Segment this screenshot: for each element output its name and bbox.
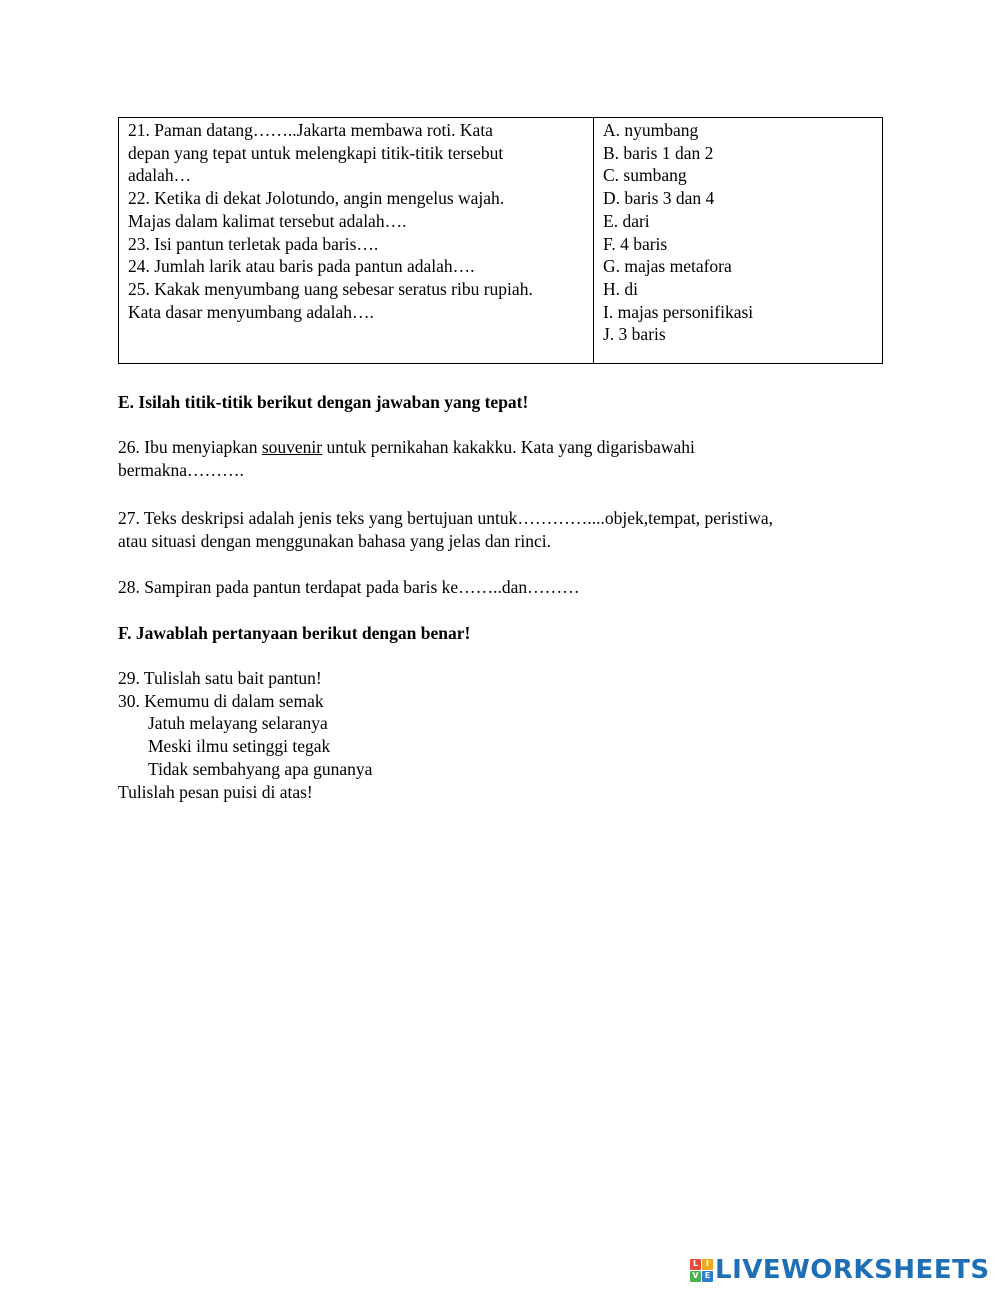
- question-27-line-1: 27. Teks deskripsi adalah jenis teks yang bertujuan untuk…………....objek,tempat, peristiwa,: [118, 508, 774, 528]
- question-line: Kata dasar menyumbang adalah….: [128, 301, 374, 322]
- question-line: 25. Kakak menyumbang uang sebesar seratus ribu rupiah.: [128, 278, 533, 299]
- question-30-instruction: Tulislah pesan puisi di atas!: [118, 781, 313, 802]
- poem-line: Jatuh melayang selaranya: [148, 713, 328, 734]
- answer-option: H. di: [603, 278, 638, 299]
- question-line: 23. Isi pantun terletak pada baris….: [128, 233, 379, 254]
- answer-option: E. dari: [603, 210, 650, 231]
- answer-option: G. majas metafora: [603, 256, 732, 277]
- question-27-line-2: atau situasi dengan menggunakan bahasa yang jelas dan rinci.: [118, 530, 551, 551]
- answer-option: A. nyumbang: [603, 120, 699, 140]
- section-f-questions: [118, 667, 888, 803]
- question-26-line-1: [118, 436, 888, 459]
- question-26-text-start: 26. Ibu menyiapkan: [118, 437, 262, 457]
- question-26-text-end: untuk pernikahan kakakku. Kata yang digarisbawahi: [322, 437, 695, 457]
- question-30-line-1: 30. Kemumu di dalam semak: [118, 690, 324, 711]
- section-f-heading: F. Jawablah pertanyaan berikut dengan benar!: [118, 623, 471, 643]
- answers-column: [594, 118, 882, 363]
- question-line: 22. Ketika di dekat Jolotundo, angin mengelus wajah.: [128, 188, 505, 209]
- question-27: [118, 507, 888, 552]
- question-26-line-2: bermakna……….: [118, 459, 244, 480]
- answer-option: I. majas personifikasi: [603, 301, 754, 322]
- answer-option: B. baris 1 dan 2: [603, 142, 714, 163]
- questions-column: [119, 118, 594, 363]
- section-e-heading: E. Isilah titik-titik berikut dengan jawaban yang tepat!: [118, 392, 529, 412]
- matching-table: [118, 117, 883, 364]
- logo-tile-l: L: [690, 1259, 701, 1270]
- poem-line: Meski ilmu setinggi tegak: [148, 736, 331, 757]
- answer-option: F. 4 baris: [603, 233, 668, 254]
- liveworksheets-logo-text: LIVEWORKSHEETS: [715, 1255, 990, 1285]
- liveworksheets-logo: [690, 1254, 990, 1286]
- poem-line: Tidak sembahyang apa gunanya: [148, 758, 373, 779]
- question-28: 28. Sampiran pada pantun terdapat pada baris ke……..dan………: [118, 577, 580, 597]
- question-29: 29. Tulislah satu bait pantun!: [118, 668, 322, 688]
- question-line: adalah…: [128, 165, 192, 186]
- logo-tile-i: I: [702, 1259, 713, 1270]
- logo-tile-e: E: [702, 1271, 713, 1282]
- underlined-word: souvenir: [261, 437, 323, 457]
- question-line: Majas dalam kalimat tersebut adalah….: [128, 210, 407, 231]
- answer-option: D. baris 3 dan 4: [603, 188, 715, 209]
- question-line: depan yang tepat untuk melengkapi titik-titik tersebut: [128, 142, 504, 163]
- question-line: 21. Paman datang……..Jakarta membawa roti. Kata: [128, 120, 493, 140]
- question-line: 24. Jumlah larik atau baris pada pantun adalah….: [128, 256, 475, 277]
- liveworksheets-logo-icon: [690, 1259, 713, 1282]
- answer-option: J. 3 baris: [603, 324, 666, 345]
- answer-option: C. sumbang: [603, 165, 687, 186]
- logo-tile-v: V: [690, 1271, 701, 1282]
- question-26: [118, 436, 888, 481]
